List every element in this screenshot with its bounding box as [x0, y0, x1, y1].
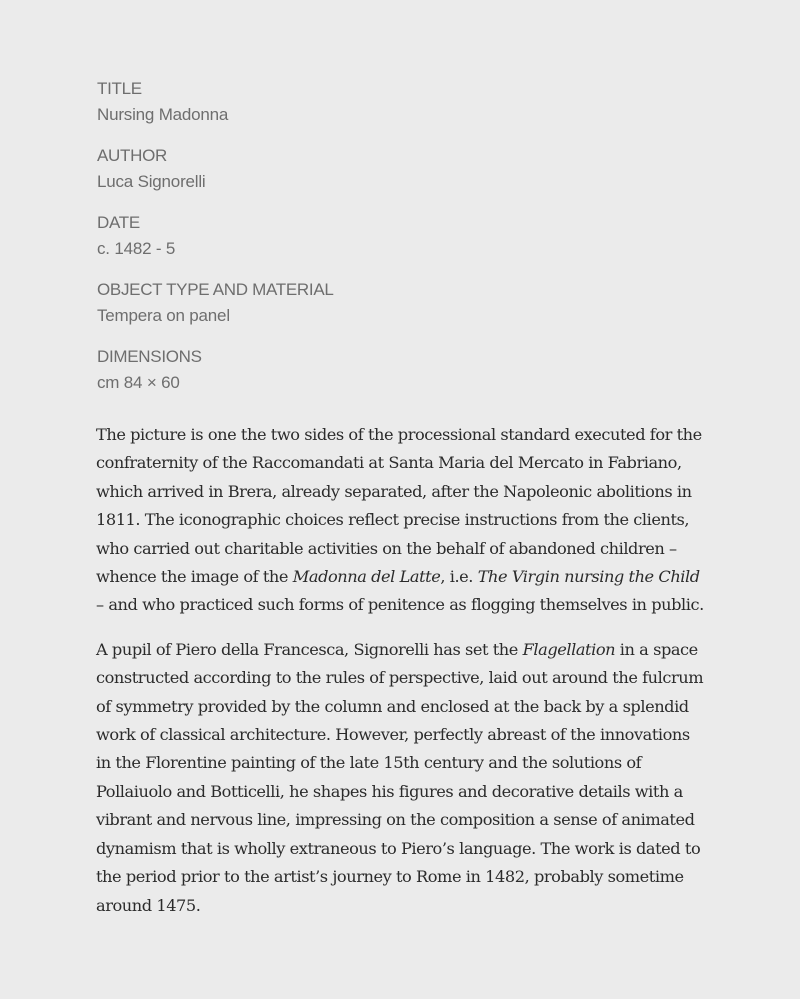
italic-title: Madonna del Latte: [292, 567, 441, 587]
metadata-dimensions: [97, 345, 334, 397]
artwork-description: [96, 421, 708, 936]
metadata-value: c. 1482 - 5: [97, 239, 176, 258]
metadata-label: TITLE: [97, 79, 142, 98]
artwork-metadata: [97, 77, 334, 412]
text-run: – and who practiced such forms of penitence as flogging themselves in public.: [96, 595, 704, 615]
text-run: in a space constructed according to the rules of perspective, laid out around the fulcrum of symmetry provided by the column and enclosed at the back by a splendid work of classical architecture. However, perfectly abreast of the innovations in the Florentine painting of the late 15th century and the solutions of Pollaiuolo and Botticelli, he shapes his figures and decorative details with a vibrant and nervous line, impressing on the composition a sense of animated dynamism that is wholly extraneous to Piero’s language. The work is dated to the period prior to the artist’s journey to Rome in 1482, probably sometime around 1475.: [96, 639, 704, 915]
metadata-author: [97, 144, 334, 196]
metadata-title: [97, 77, 334, 129]
metadata-value: cm 84 × 60: [97, 373, 180, 392]
description-paragraph-2: [96, 636, 708, 920]
metadata-object-type: [97, 278, 334, 330]
metadata-label: DATE: [97, 213, 140, 232]
text-run: A pupil of Piero della Francesca, Signorelli has set the: [96, 639, 523, 659]
metadata-label: OBJECT TYPE AND MATERIAL: [97, 280, 334, 299]
metadata-label: AUTHOR: [97, 146, 167, 165]
text-run: , i.e.: [440, 567, 478, 587]
metadata-value: Nursing Madonna: [97, 105, 229, 124]
metadata-value: Luca Signorelli: [97, 172, 206, 191]
description-paragraph-1: [96, 421, 708, 620]
metadata-label: DIMENSIONS: [97, 347, 202, 366]
italic-title: The Virgin nursing the Child: [477, 567, 700, 587]
italic-title: Flagellation: [522, 639, 616, 659]
metadata-value: Tempera on panel: [97, 306, 230, 325]
text-run: The picture is one the two sides of the processional standard executed for the confraternity of the Raccomandati at Santa Maria del Mercato in Fabriano, which arrived in Brera, already separated, after the Napoleonic abolitions in 1811. The iconographic choices reflect precise instructions from the clients, who carried out charitable activities on the behalf of abandoned children – whence the image of the: [96, 425, 702, 587]
metadata-date: [97, 211, 334, 263]
